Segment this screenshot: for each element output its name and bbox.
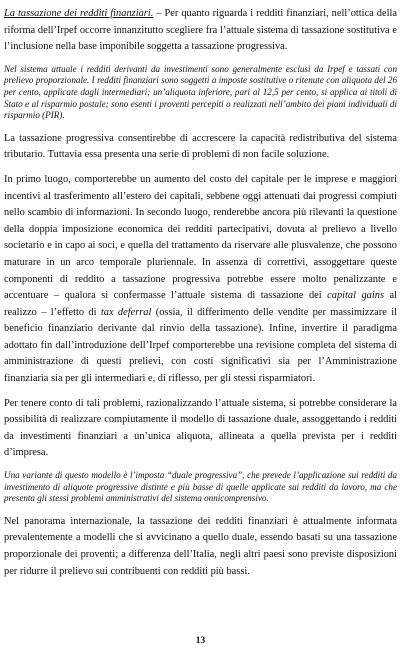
- paragraph-progressive-taxation: La tassazione progressiva consentirebbe di accrescere la capacità redistributiva del sistema tributario. Tuttavia essa presenta una serie di problemi di non facile soluzione.: [4, 132, 397, 161]
- note-dual-progressive: Una variante di questo modello è l’imposta “duale progressiva”, che prevede l’applicazione sui redditi da investimento di aliquote progressive distinte e più basse di quelle applicate sui redditi da lavoro, ma che presenta gli stessi problemi amministrativi del sistema onnicomprensivo.: [4, 470, 397, 504]
- note-current-system: Nel sistema attuale i redditi derivanti da investimenti sono generalmente esclusi da Irpef e tassati con prelievo proporzionale. I redditi finanziari sono soggetti a imposte sostitutive o ritenute con aliquota del 26 per cento, applicate dagli intermediari; un’aliquota inferiore, pari al 12,5 per cento, si applica ai titoli di Stato e al risparmio postale; sono esenti i proventi percepiti o realizzati nell’ambito dei piani individuali di risparmio (PIR).: [4, 63, 397, 121]
- paragraph-text: – Per quanto riguarda i redditi finanziari, nell’ottica della riforma dell’Irpef occorre innanzitutto scegliere fra l’attuale sistema di tassazione sostitutiva e l’inclusione nella base imponibile soggetta a tassazione progressiva.: [4, 8, 397, 53]
- paragraph-problems: [4, 172, 397, 388]
- paragraph-text: In primo luogo, comporterebbe un aumento del costo del capitale per le imprese e maggiori incentivi al trasferimento all’estero dei capitali, sebbene oggi attenuati dai progressi compiuti nello scambio di informazioni. In secondo luogo, renderebbe ancora più rilevanti la questione della doppia imposizione economica dei redditi partecipativi, dovuta al prelievo a livello societario e in capo ai soci, e quella del trattamento da riservare alle plusvalenze, che possono maturare in un arco temporale pluriennale. In assenza di correttivi, assoggettare queste componenti di reddito a tassazione progressiva potrebbe essere molto penalizzante e accentuare – qualora si confermasse l’attuale sistema di tassazione dei: [4, 173, 397, 302]
- term-tax-deferral: tax deferral: [100, 306, 152, 318]
- paragraph-international: Nel panorama internazionale, la tassazione dei redditi finanziari è attualmente informata prevalentemente a modelli che si avvicinano a quello duale, essendo basati su una tassazione proporzionale dei proventi; a differenza dell’Italia, negli altri paesi sono previste disposizioni per ridurre il prelievo sui contribuenti con redditi più bassi.: [4, 515, 397, 577]
- paragraph-text: al realizzo – l’effetto di: [4, 290, 397, 318]
- page-number: 13: [195, 636, 206, 646]
- section-heading: La tassazione dei redditi finanziari.: [4, 8, 154, 19]
- paragraph-dual-model: Per tenere conto di tali problemi, razionalizzando l’attuale sistema, si potrebbe considerare la possibilità di realizzare compiutamente il modello di tassazione duale, assoggettando i redditi da investimenti finanziari a un’unica aliquota, allineata a quella prevista per i redditi d’impresa.: [4, 397, 397, 459]
- term-capital-gains: capital gains: [327, 290, 384, 302]
- paragraph-financial-income-intro: [4, 6, 397, 56]
- paragraph-text: (ossia, il differimento delle vendite per massimizzare il beneficio finanziario derivante dal rinvio della tassazione). Infine, invertire il paradigma adottato fin dall’introduzione dell’Irpef comporterebbe una revisione completa del sistema di amministrazione di questi prelievi, con costi significativi sia per l’Amministrazione finanziaria sia per gli intermediari e, di riflesso, per gli stessi risparmiatori.: [4, 306, 397, 385]
